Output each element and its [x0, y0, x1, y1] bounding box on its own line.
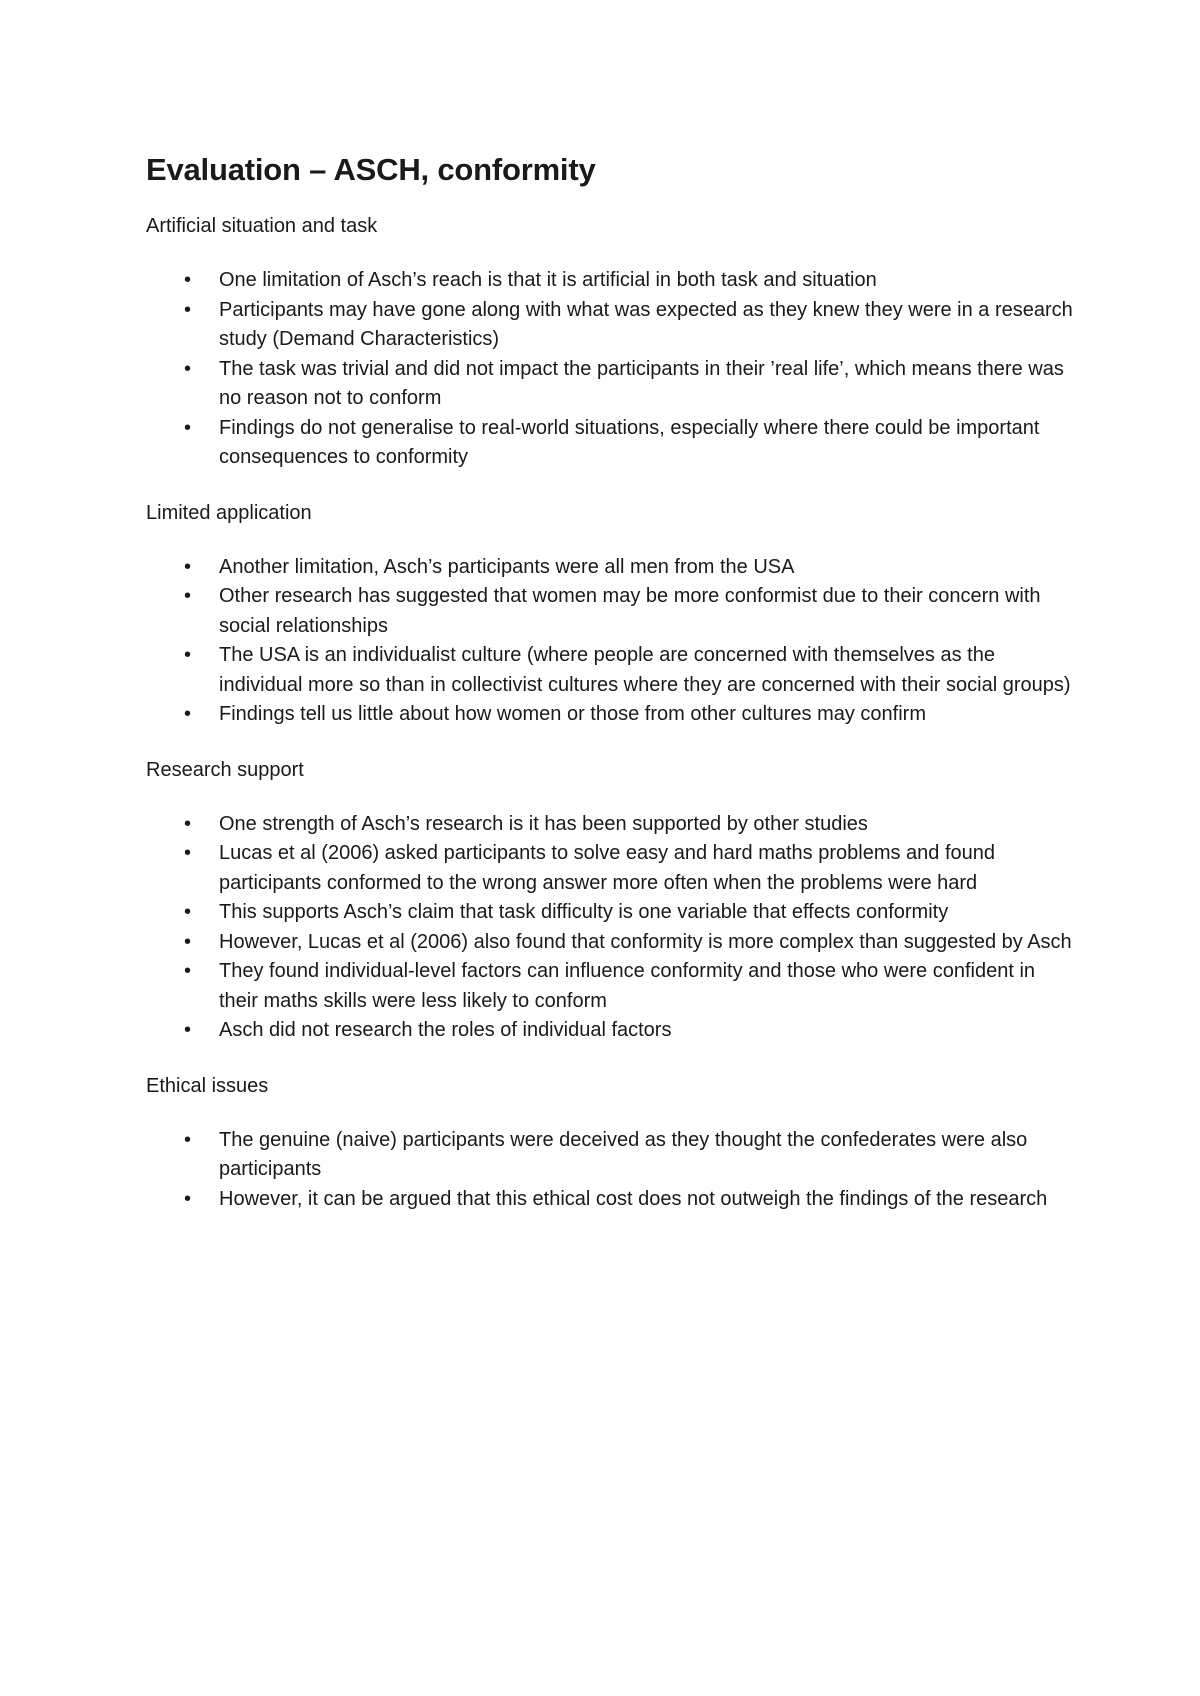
bullet-icon: •	[184, 269, 192, 291]
list-item-text: Findings do not generalise to real-world situations, especially where there could be important consequences to conformity	[219, 416, 1040, 468]
list-item	[146, 582, 1076, 641]
bullet-icon: •	[184, 555, 192, 578]
list-item-text: Other research has suggested that women may be more conformist due to their concern with social relationships	[219, 585, 1041, 637]
list-item-text: Lucas et al (2006) asked participants to solve easy and hard maths problems and found participants conformed to the wrong answer more often when the problems were hard	[219, 842, 996, 894]
section-heading: Limited application	[146, 501, 312, 524]
bullet-list	[146, 1126, 1076, 1215]
list-item-text: One strength of Asch’s research is it has been supported by other studies	[219, 812, 868, 835]
list-item-text: Another limitation, Asch’s participants were all men from the USA	[219, 555, 795, 578]
bullet-icon: •	[184, 960, 192, 982]
page-title: Evaluation – ASCH, conformity	[146, 152, 596, 187]
bullet-icon: •	[184, 585, 192, 607]
list-item	[146, 641, 1076, 700]
bullet-list	[146, 810, 1076, 1046]
list-item-text: Findings tell us little about how women or those from other cultures may confirm	[219, 703, 926, 725]
bullet-icon: •	[184, 1128, 192, 1151]
bullet-icon: •	[184, 298, 192, 321]
section	[146, 756, 1076, 1046]
bullet-icon: •	[184, 812, 192, 835]
list-item	[146, 296, 1076, 355]
list-item	[146, 928, 1076, 958]
bullet-icon: •	[184, 703, 192, 725]
list-item	[146, 898, 1076, 928]
list-item	[146, 414, 1076, 473]
bullet-icon: •	[184, 901, 192, 923]
list-item	[146, 355, 1076, 414]
bullet-list	[146, 553, 1076, 730]
list-item-text: One limitation of Asch’s reach is that it is artificial in both task and situation	[219, 269, 877, 291]
list-item-text: They found individual-level factors can influence conformity and those who were confident in their maths skills were less likely to conform	[219, 960, 1036, 1012]
section	[146, 212, 1076, 473]
bullet-icon: •	[184, 357, 192, 380]
list-item-text: This supports Asch’s claim that task difficulty is one variable that effects conformity	[219, 901, 949, 923]
list-item	[146, 1126, 1076, 1185]
section	[146, 499, 1076, 730]
section-heading: Ethical issues	[146, 1074, 269, 1097]
bullet-icon: •	[184, 842, 192, 864]
list-item-text: Asch did not research the roles of individual factors	[219, 1019, 672, 1041]
bullet-icon: •	[184, 1187, 192, 1210]
bullet-icon: •	[184, 1019, 192, 1041]
list-item-text: Participants may have gone along with what was expected as they knew they were in a research study (Demand Characteristics)	[219, 298, 1073, 350]
list-item	[146, 1185, 1076, 1215]
list-item-text: The USA is an individualist culture (where people are concerned with themselves as the individual more so than in collectivist cultures where they are concerned with their social groups)	[219, 644, 1071, 696]
list-item-text: However, Lucas et al (2006) also found that conformity is more complex than suggested by Asch	[219, 930, 1072, 953]
bullet-icon: •	[184, 930, 192, 953]
list-item	[146, 266, 1076, 296]
list-item	[146, 957, 1076, 1016]
bullet-list	[146, 266, 1076, 473]
section-heading: Research support	[146, 758, 304, 781]
list-item-text: However, it can be argued that this ethical cost does not outweigh the findings of the research	[219, 1187, 1048, 1210]
section	[146, 1072, 1076, 1215]
list-item	[146, 553, 1076, 583]
list-item	[146, 700, 1076, 730]
list-item	[146, 839, 1076, 898]
sections-container	[146, 212, 1076, 1214]
list-item-text: The genuine (naive) participants were deceived as they thought the confederates were also participants	[219, 1128, 1028, 1180]
list-item	[146, 810, 1076, 840]
section-heading: Artificial situation and task	[146, 215, 378, 237]
document-content	[146, 150, 1076, 1214]
list-item	[146, 1016, 1076, 1046]
bullet-icon: •	[184, 416, 192, 439]
list-item-text: The task was trivial and did not impact the participants in their ’real life’, which means there was no reason not to conform	[219, 357, 1064, 409]
bullet-icon: •	[184, 644, 192, 666]
